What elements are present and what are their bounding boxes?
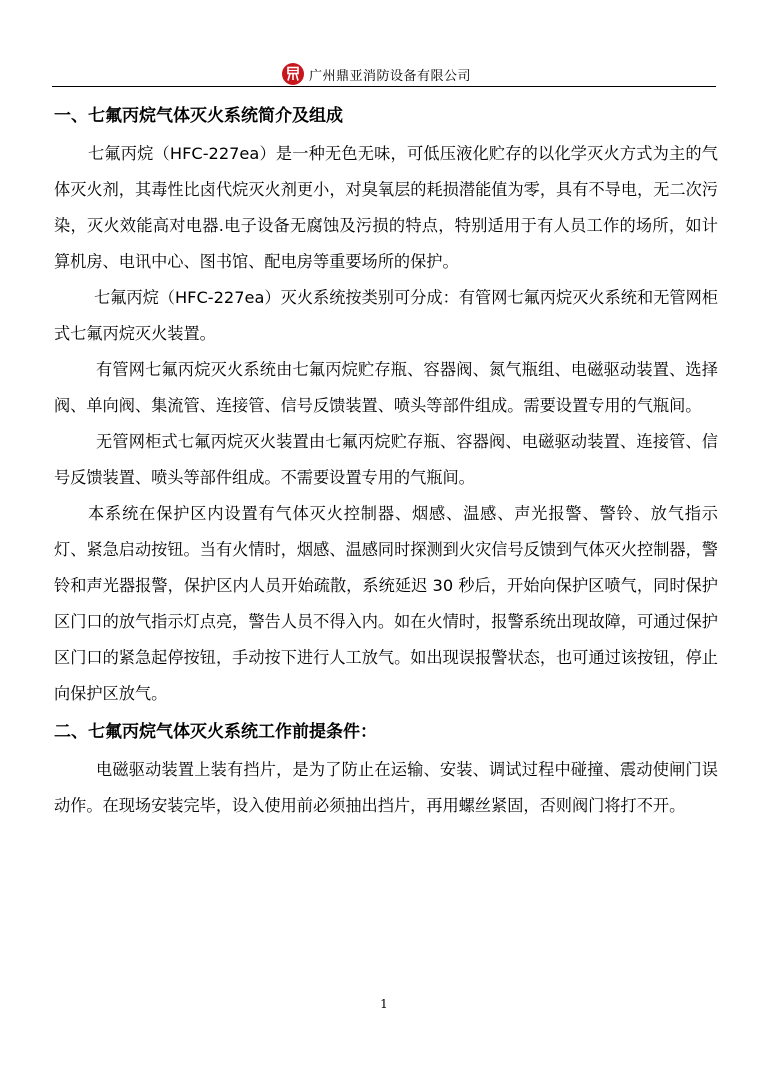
body-paragraph: 电磁驱动装置上装有挡片，是为了防止在运输、安装、调试过程中碰撞、震动使闸门误动作。在现场安装完毕，设入使用前必须抽出挡片，再用螺丝紧固，否则阀门将打不开。 <box>54 760 718 815</box>
section-heading: 一、七氟丙烷气体灭火系统简介及组成 <box>54 106 343 126</box>
body-paragraph: 有管网七氟丙烷灭火系统由七氟丙烷贮存瓶、容器阀、氮气瓶组、电磁驱动装置、选择阀、单向阀、集流管、连接管、信号反馈装置、喷头等部件组成。需要设置专用的气瓶间。 <box>54 360 718 415</box>
ding-logo-icon <box>282 63 304 85</box>
company-name: 广州鼎亚消防设备有限公司 <box>309 68 472 84</box>
header-brand <box>282 62 471 86</box>
body-paragraph: 七氟丙烷（HFC-227ea）是一种无色无味，可低压液化贮存的以化学灭火方式为主的气体灭火剂，其毒性比卤代烷灭火剂更小，对臭氧层的耗损潜能值为零，具有不导电，无二次污染，灭火效能高对电器.电子设备无腐蚀及污损的特点，特别适用于有人员工作的场所，如计算机房、电讯中心、图书馆、配电房等重要场所的保护。 <box>54 144 718 271</box>
section-heading: 二、七氟丙烷气体灭火系统工作前提条件： <box>54 722 377 742</box>
header-divider <box>52 86 716 87</box>
page-number: 1 <box>380 997 388 1011</box>
page-header <box>52 62 716 86</box>
document-body <box>54 96 718 824</box>
body-paragraph: 七氟丙烷（HFC-227ea）灭火系统按类别可分成：有管网七氟丙烷灭火系统和无管网柜式七氟丙烷灭火装置。 <box>54 288 718 343</box>
body-paragraph: 无管网柜式七氟丙烷灭火装置由七氟丙烷贮存瓶、容器阀、电磁驱动装置、连接管、信号反馈装置、喷头等部件组成。不需要设置专用的气瓶间。 <box>54 432 718 487</box>
body-paragraph: 本系统在保护区内设置有气体灭火控制器、烟感、温感、声光报警、警铃、放气指示灯、紧急启动按钮。当有火情时，烟感、温感同时探测到火灾信号反馈到气体灭火控制器，警铃和声光器报警，保护区内人员开始疏散，系统延迟 30 秒后，开始向保护区喷气，同时保护区门口的放气指示灯点亮，警告人员不得入内。如在火情时，报警系统出现故障，可通过保护区门口的紧急起停按钮，手动按下进行人工放气。如出现误报警状态，也可通过该按钮，停止向保护区放气。 <box>54 504 718 703</box>
